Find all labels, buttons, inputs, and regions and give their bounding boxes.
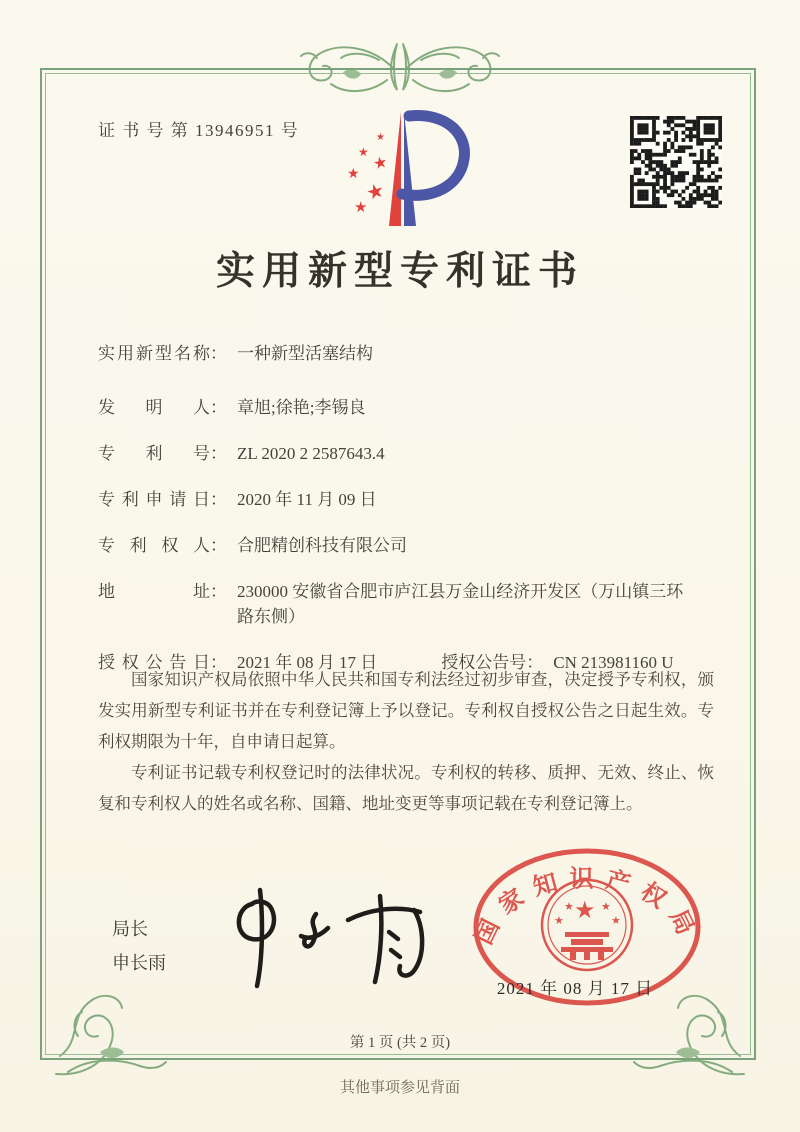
field-colon: ： — [210, 582, 227, 601]
field-colon: ： — [210, 490, 227, 509]
field-patentee — [98, 533, 713, 558]
svg-text:★: ★ — [554, 915, 564, 927]
field-value: 章旭;徐艳;李锡良 — [237, 398, 366, 417]
commissioner-name: 申长雨 — [112, 953, 166, 973]
svg-text:★: ★ — [601, 901, 611, 913]
field-address — [98, 579, 713, 629]
certificate-number: 证 书 号 第 13946951 号 — [98, 121, 300, 140]
field-value: 2020 年 11 月 09 日 — [237, 490, 377, 509]
field-colon: ： — [210, 344, 227, 363]
svg-text:★: ★ — [347, 167, 360, 182]
national-emblem-icon — [542, 880, 632, 970]
legal-paragraph-2: 专利证书记载专利权登记时的法律状况。专利权的转移、质押、无效、终止、恢复和专利权人的姓名或名称、国籍、地址变更等事项记载在专利登记簿上。 — [98, 763, 714, 813]
field-label: 专利号 — [98, 444, 210, 463]
svg-text:★: ★ — [574, 898, 596, 924]
field-colon: ： — [210, 536, 227, 555]
certificate-fields — [98, 341, 713, 675]
back-note: 其他事项参见背面 — [339, 1080, 460, 1096]
seal-date: 2021 年 08 月 17 日 — [496, 979, 654, 998]
certificate-title: 实用新型专利证书 — [215, 250, 584, 293]
commissioner-block — [112, 912, 166, 980]
field-label: 专利申请日 — [98, 490, 210, 509]
commissioner-signature — [222, 884, 437, 994]
field-colon: ： — [210, 444, 227, 463]
grant-date-value: 2021 年 08 月 17 日 — [237, 653, 378, 672]
commissioner-title: 局长 — [112, 919, 148, 939]
field-value: 230000 安徽省合肥市庐江县万金山经济开发区（万山镇三环路东侧） — [237, 582, 684, 626]
field-filing-date — [98, 487, 713, 512]
field-label: 发明人 — [98, 398, 210, 417]
field-colon: ： — [210, 653, 227, 672]
svg-text:★: ★ — [564, 901, 574, 913]
field-value: ZL 2020 2 2587643.4 — [237, 444, 385, 463]
field-colon: ： — [526, 653, 544, 672]
field-inventors — [98, 395, 713, 420]
svg-text:★: ★ — [364, 179, 388, 206]
field-label: 实用新型名称 — [98, 344, 210, 363]
field-label: 授权公告号 — [441, 653, 527, 672]
field-label: 专利权人 — [98, 536, 210, 555]
page-number: 第 1 页 (共 2 页) — [349, 1035, 451, 1051]
field-patent-number — [98, 441, 713, 466]
svg-text:★: ★ — [354, 200, 368, 216]
svg-text:★: ★ — [371, 153, 390, 174]
svg-text:★: ★ — [358, 145, 369, 159]
seal-org-text: 国家知识产权局 — [471, 866, 703, 949]
svg-text:★: ★ — [611, 915, 621, 927]
field-utility-model-name — [98, 341, 713, 366]
grant-number-value: CN 213981160 U — [553, 653, 674, 672]
qr-code — [630, 116, 722, 208]
field-value: 合肥精创科技有限公司 — [237, 536, 407, 555]
svg-text:★: ★ — [376, 132, 385, 143]
legal-paragraph-1: 国家知识产权局依照中华人民共和国专利法经过初步审查，决定授予专利权，颁发实用新型专利证书并在专利登记簿上予以登记。专利权自授权公告之日起生效。专利权期限为十年，自申请日起算。 — [98, 670, 714, 751]
cnipa-logo-icon — [330, 104, 480, 234]
field-colon: ： — [210, 398, 227, 417]
field-label: 授权公告日 — [98, 653, 210, 672]
legal-text — [98, 664, 714, 819]
field-label: 地址 — [98, 582, 210, 601]
field-value: 一种新型活塞结构 — [237, 344, 373, 363]
